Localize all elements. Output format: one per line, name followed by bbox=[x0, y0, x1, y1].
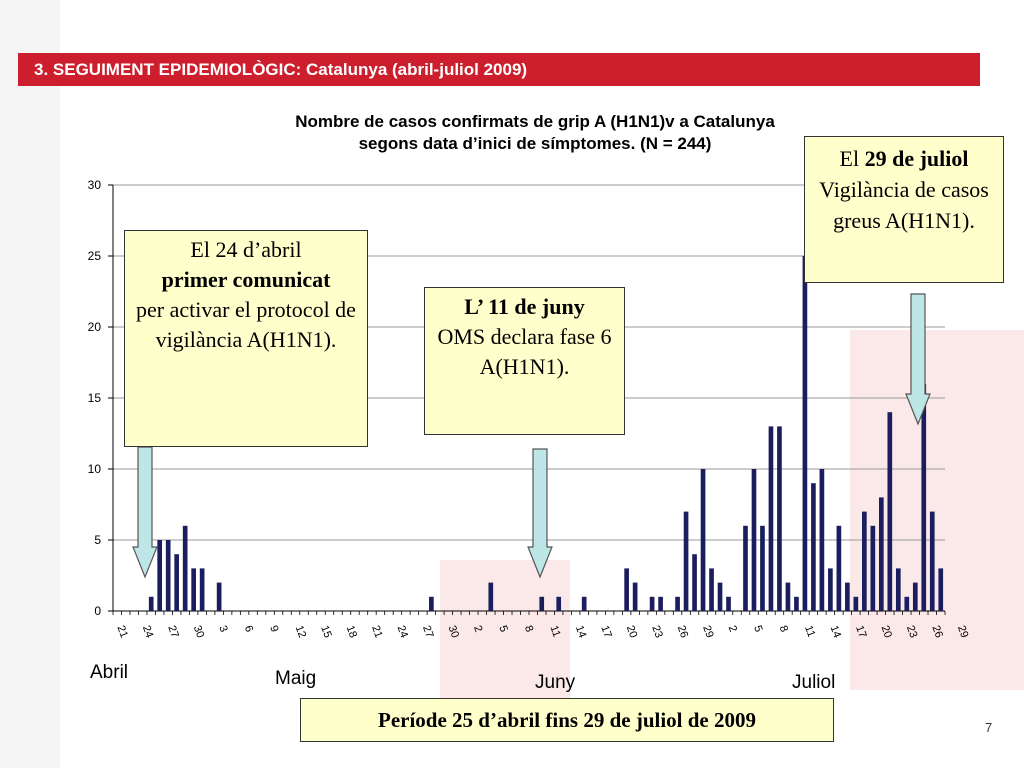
callout-april-text: per activar el protocol de vigilància A(H1N1). bbox=[136, 297, 356, 352]
x-tick-label: 15 bbox=[318, 623, 334, 640]
bar bbox=[879, 497, 884, 611]
x-tick-label: 30 bbox=[445, 623, 461, 640]
x-tick-label: 11 bbox=[802, 623, 818, 639]
y-tick-label: 10 bbox=[87, 462, 101, 476]
bar bbox=[854, 597, 859, 611]
bar bbox=[820, 469, 825, 611]
bar bbox=[803, 256, 808, 611]
callout-june bbox=[424, 287, 625, 435]
x-tick-label: 26 bbox=[674, 623, 691, 640]
x-tick-label: 21 bbox=[114, 623, 130, 640]
bar bbox=[624, 568, 629, 611]
bar bbox=[217, 583, 222, 611]
bar bbox=[828, 568, 833, 611]
x-tick-label: 8 bbox=[776, 623, 791, 634]
bar bbox=[938, 568, 943, 611]
bar bbox=[650, 597, 655, 611]
x-tick-label: 21 bbox=[369, 623, 385, 640]
chart-title-line-1: Nombre de casos confirmats de grip A (H1N1)v a Catalunya bbox=[295, 112, 775, 131]
bar bbox=[539, 597, 544, 611]
bar bbox=[760, 526, 765, 611]
x-tick-label: 24 bbox=[394, 623, 411, 640]
x-tick-label: 30 bbox=[190, 623, 207, 640]
x-tick-label: 5 bbox=[751, 623, 765, 634]
bar bbox=[166, 540, 171, 611]
bar bbox=[777, 426, 782, 611]
bar bbox=[658, 597, 663, 611]
x-tick-label: 29 bbox=[954, 623, 971, 640]
callout-july-text: Vigilància de casos greus A(H1N1). bbox=[819, 177, 989, 233]
chart-title-line-2: segons data d’inici de símptomes. (N = 244) bbox=[358, 134, 712, 153]
x-tick-label: 12 bbox=[292, 623, 309, 640]
x-tick-label: 9 bbox=[267, 623, 281, 634]
period-box: Període 25 d’abril fins 29 de juliol de 2009 bbox=[300, 698, 834, 742]
x-tick-label: 27 bbox=[165, 623, 181, 640]
bar bbox=[871, 526, 876, 611]
x-tick-label: 6 bbox=[241, 623, 256, 634]
bar bbox=[811, 483, 816, 611]
y-tick-label: 0 bbox=[94, 604, 101, 618]
callout-july bbox=[804, 136, 1004, 283]
bar bbox=[913, 583, 918, 611]
bar bbox=[752, 469, 757, 611]
bar bbox=[488, 583, 493, 611]
x-tick-label: 26 bbox=[929, 623, 945, 640]
bar bbox=[556, 597, 561, 611]
bar bbox=[837, 526, 842, 611]
bar bbox=[157, 540, 162, 611]
bar bbox=[743, 526, 748, 611]
x-tick-label: 20 bbox=[878, 623, 894, 640]
bar bbox=[429, 597, 434, 611]
y-tick-label: 15 bbox=[87, 391, 101, 405]
bar bbox=[794, 597, 799, 611]
x-tick-label: 17 bbox=[598, 623, 614, 640]
x-tick-label: 24 bbox=[139, 623, 156, 640]
bar bbox=[200, 568, 205, 611]
x-tick-label: 17 bbox=[853, 623, 869, 640]
x-tick-label: 23 bbox=[903, 623, 920, 640]
y-tick-label: 25 bbox=[87, 249, 101, 263]
bar bbox=[684, 512, 689, 611]
header-title: 3. SEGUIMENT EPIDEMIOLÒGIC: Catalunya (abril-juliol 2009) bbox=[34, 60, 528, 79]
page-number: 7 bbox=[985, 720, 993, 735]
month-label-maig: Maig bbox=[275, 668, 317, 689]
bar bbox=[921, 384, 926, 611]
x-tick-label: 5 bbox=[496, 623, 510, 634]
month-label-juny: Juny bbox=[535, 672, 576, 693]
callout-june-text: OMS declara fase 6 A(H1N1). bbox=[437, 324, 612, 379]
bar bbox=[709, 568, 714, 611]
bar bbox=[191, 568, 196, 611]
callout-april-bold: primer comunicat bbox=[161, 267, 331, 292]
x-tick-label: 18 bbox=[343, 623, 360, 640]
bar bbox=[675, 597, 680, 611]
x-tick-label: 14 bbox=[572, 623, 589, 640]
month-label-juliol: Juliol bbox=[792, 672, 836, 693]
x-tick-label: 20 bbox=[623, 623, 640, 640]
callout-june-date: L’ 11 de juny bbox=[464, 294, 585, 319]
bar bbox=[718, 583, 723, 611]
bar bbox=[149, 597, 154, 611]
bar bbox=[845, 583, 850, 611]
bar bbox=[887, 412, 892, 611]
bar bbox=[692, 554, 697, 611]
bar bbox=[769, 426, 774, 611]
x-tick-label: 29 bbox=[700, 623, 716, 640]
bar bbox=[701, 469, 706, 611]
bar bbox=[726, 597, 731, 611]
bar bbox=[896, 568, 901, 611]
callout-april bbox=[124, 230, 368, 447]
x-tick-label: 27 bbox=[420, 623, 436, 640]
bar bbox=[862, 512, 867, 611]
callout-april-date: El 24 d’abril bbox=[190, 237, 302, 262]
x-tick-label: 3 bbox=[216, 623, 230, 634]
x-tick-label: 11 bbox=[547, 623, 563, 639]
bar bbox=[633, 583, 638, 611]
x-tick-label: 2 bbox=[470, 623, 485, 634]
bar bbox=[904, 597, 909, 611]
callout-july-prefix: El bbox=[839, 146, 865, 171]
bar bbox=[174, 554, 179, 611]
bar bbox=[183, 526, 188, 611]
x-tick-label: 8 bbox=[521, 623, 536, 634]
month-label-abril: Abril bbox=[90, 662, 129, 683]
callout-arrow bbox=[906, 294, 930, 424]
callout-july-date: 29 de juliol bbox=[864, 146, 969, 171]
bar bbox=[786, 583, 791, 611]
bar bbox=[582, 597, 587, 611]
y-tick-label: 20 bbox=[87, 320, 101, 334]
callout-arrow bbox=[528, 449, 552, 577]
bar bbox=[930, 512, 935, 611]
x-tick-label: 23 bbox=[649, 623, 665, 640]
callout-arrow bbox=[133, 447, 157, 577]
x-tick-label: 14 bbox=[827, 623, 844, 640]
x-tick-label: 2 bbox=[725, 623, 740, 634]
y-tick-label: 5 bbox=[94, 533, 101, 547]
y-tick-label: 30 bbox=[87, 178, 101, 192]
